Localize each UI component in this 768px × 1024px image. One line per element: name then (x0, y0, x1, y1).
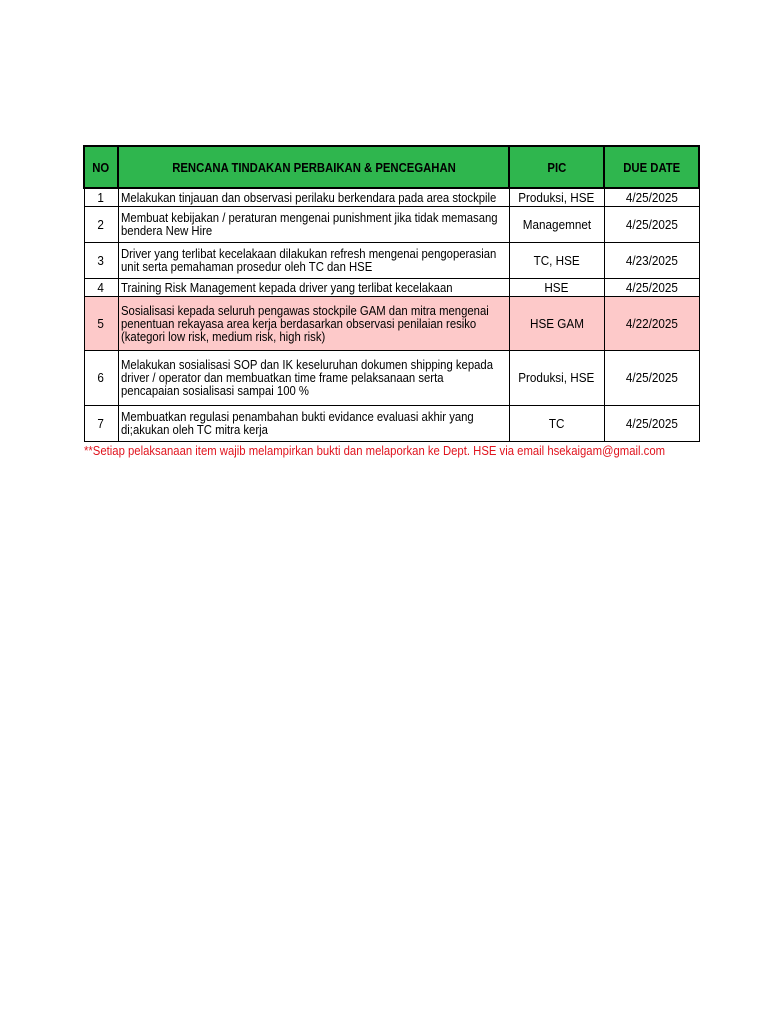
row-action: Driver yang terlibat kecelakaan dilakukan refresh mengenai pengoperasian unit serta pemahaman prosedur oleh TC dan HSE (118, 242, 509, 278)
row-action: Membuat kebijakan / peraturan mengenai punishment jika tidak memasang bendera New Hire (118, 206, 509, 242)
row-no: 4 (84, 278, 118, 296)
table-row (84, 405, 699, 441)
table-row (84, 206, 699, 242)
table-row (84, 350, 699, 405)
table-row (84, 242, 699, 278)
email-instruction-note: **Setiap pelaksanaan item wajib melampirkan bukti dan melaporkan ke Dept. HSE via email hsekaigam@gmail.com (84, 443, 666, 458)
row-due-date: 4/25/2025 (604, 188, 699, 206)
row-action: Membuatkan regulasi penambahan bukti evidance evaluasi akhir yang di;akukan oleh TC mitra kerja (118, 405, 509, 441)
header-action: RENCANA TINDAKAN PERBAIKAN & PENCEGAHAN (118, 146, 509, 188)
row-no: 1 (84, 188, 118, 206)
row-due-date: 4/25/2025 (604, 405, 699, 441)
row-due-date: 4/23/2025 (604, 242, 699, 278)
table-header-row (84, 146, 699, 188)
header-due-date: DUE DATE (604, 146, 699, 188)
row-action: Melakukan tinjauan dan observasi perilaku berkendara pada area stockpile (118, 188, 509, 206)
row-due-date: 4/22/2025 (604, 296, 699, 350)
table-row (84, 278, 699, 296)
header-pic: PIC (509, 146, 604, 188)
table-row (84, 188, 699, 206)
row-pic: Managemnet (509, 206, 604, 242)
row-no: 6 (84, 350, 118, 405)
row-pic: Produksi, HSE (509, 188, 604, 206)
row-no: 3 (84, 242, 118, 278)
row-due-date: 4/25/2025 (604, 206, 699, 242)
row-due-date: 4/25/2025 (604, 350, 699, 405)
row-no: 5 (84, 296, 118, 350)
action-plan-table (83, 145, 700, 442)
row-pic: TC (509, 405, 604, 441)
row-no: 2 (84, 206, 118, 242)
row-action: Melakukan sosialisasi SOP dan IK keseluruhan dokumen shipping kepada driver / operator dan membuatkan time frame pelaksanaan serta pencapaian sosialisasi sampai 100 % (118, 350, 509, 405)
header-no: NO (84, 146, 118, 188)
row-pic: HSE GAM (509, 296, 604, 350)
row-pic: HSE (509, 278, 604, 296)
row-no: 7 (84, 405, 118, 441)
row-action: Training Risk Management kepada driver yang terlibat kecelakaan (118, 278, 509, 296)
row-pic: Produksi, HSE (509, 350, 604, 405)
row-action: Sosialisasi kepada seluruh pengawas stockpile GAM dan mitra mengenai penentuan rekayasa area kerja berdasarkan observasi penilaian resiko (kategori low risk, medium risk, high risk) (118, 296, 509, 350)
table-row-highlighted (84, 296, 699, 350)
row-due-date: 4/25/2025 (604, 278, 699, 296)
row-pic: TC, HSE (509, 242, 604, 278)
